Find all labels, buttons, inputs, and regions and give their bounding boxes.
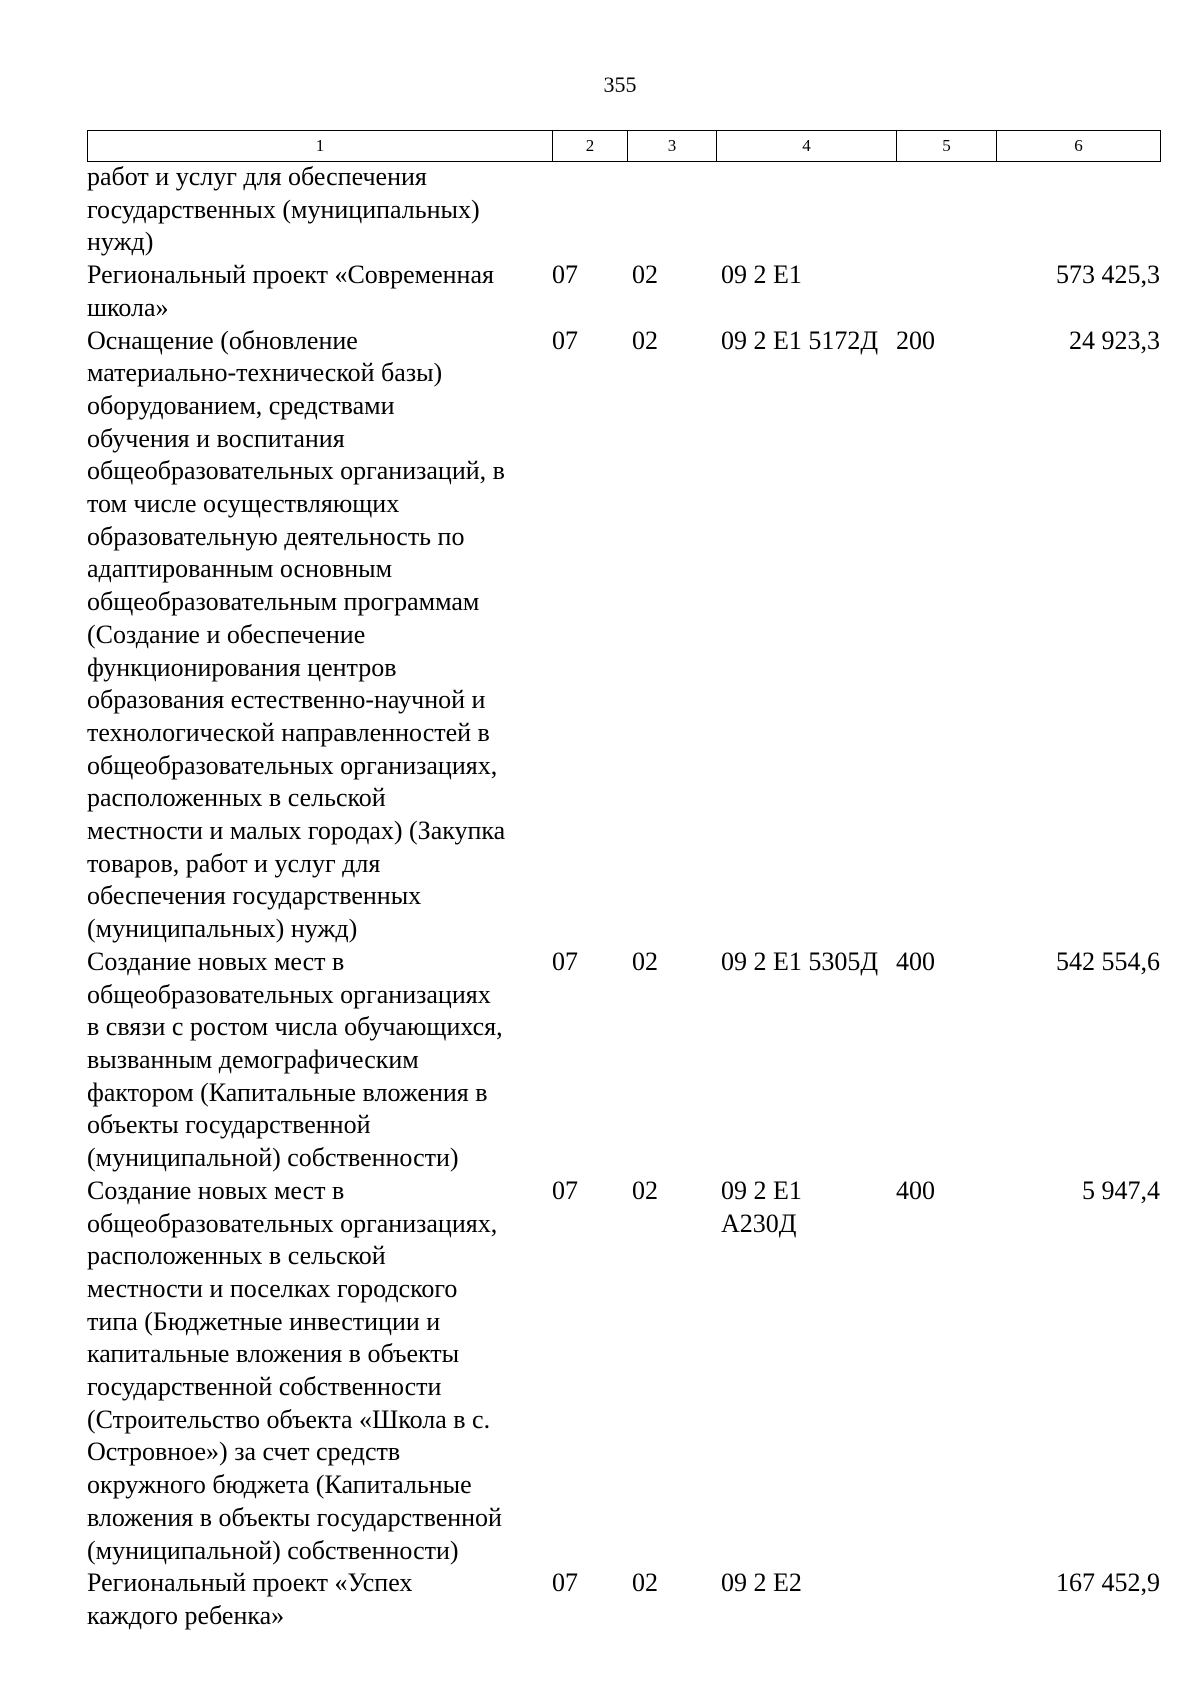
row-expense-type: 400 bbox=[896, 1175, 935, 1205]
row-description: Оснащение (обновление материально-технической базы) оборудованием, средствами обучения и воспитания общеобразовательных организаций, в том числе осуществляющих образовательную деятельность по адаптированным основным общеобразовательным программам (Создание и обеспечение функционирования центров образования естественно-научной и технологической направленностей в общеобразовательных организациях, расположенных в сельской местности и малых городах) (Закупка товаров, работ и услуг для обеспечения государственных (муниципальных) нужд) bbox=[87, 325, 506, 944]
table-row bbox=[87, 161, 1160, 259]
row-expense-type: 200 bbox=[896, 325, 935, 355]
page-number: 355 bbox=[603, 72, 637, 97]
table-row bbox=[87, 1567, 1160, 1632]
column-header-3: 3 bbox=[628, 131, 717, 162]
row-subsection: 02 bbox=[632, 1175, 658, 1205]
column-header-1: 1 bbox=[88, 131, 553, 162]
table-row bbox=[87, 946, 1160, 1175]
row-subsection: 02 bbox=[632, 1568, 658, 1598]
row-section: 07 bbox=[552, 1568, 578, 1598]
column-header-6: 6 bbox=[997, 131, 1161, 162]
row-section: 07 bbox=[552, 325, 578, 355]
row-amount: 542 554,6 bbox=[1056, 946, 1160, 976]
column-header-4: 4 bbox=[717, 131, 897, 162]
row-amount: 24 923,3 bbox=[1069, 325, 1160, 355]
column-header-5: 5 bbox=[897, 131, 997, 162]
row-description: Создание новых мест в общеобразовательных организациях в связи с ростом числа обучающихся, вызванным демографическим фактором (Капитальные вложения в объекты государственной (муниципальной) собственности) bbox=[87, 946, 503, 1173]
column-header-row bbox=[88, 131, 1161, 162]
row-subsection: 02 bbox=[632, 946, 658, 976]
row-expense-type: 400 bbox=[896, 946, 935, 976]
row-amount: 573 425,3 bbox=[1056, 260, 1160, 290]
row-target-code: 09 2 E1 5172Д bbox=[721, 325, 879, 355]
row-description: работ и услуг для обеспечения государственных (муниципальных) нужд) bbox=[87, 162, 480, 257]
row-description: Создание новых мест в общеобразовательных организациях, расположенных в сельской местности и поселках городского типа (Бюджетные инвестиции и капитальные вложения в объекты государственной собственности (Строительство объекта «Школа в с. Островное») за счет средств окружного бюджета (Капитальные вложения в объекты государственной (муниципальной) собственности) bbox=[87, 1175, 502, 1565]
budget-table-body bbox=[87, 161, 1160, 1633]
row-section: 07 bbox=[552, 1175, 578, 1205]
row-amount: 5 947,4 bbox=[1082, 1175, 1160, 1205]
row-target-code: 09 2 E1 А230Д bbox=[721, 1175, 802, 1238]
row-subsection: 02 bbox=[632, 260, 658, 290]
row-description: Региональный проект «Успех каждого ребенка» bbox=[87, 1568, 413, 1630]
row-description: Региональный проект «Современная школа» bbox=[87, 260, 494, 322]
table-row bbox=[87, 259, 1160, 324]
row-section: 07 bbox=[552, 946, 578, 976]
row-subsection: 02 bbox=[632, 325, 658, 355]
table-row bbox=[87, 325, 1160, 946]
column-header-table bbox=[87, 130, 1161, 162]
column-header-2: 2 bbox=[553, 131, 628, 162]
row-section: 07 bbox=[552, 260, 578, 290]
row-target-code: 09 2 E2 bbox=[721, 1568, 802, 1598]
table-row bbox=[87, 1175, 1160, 1567]
row-target-code: 09 2 E1 bbox=[721, 260, 802, 290]
row-amount: 167 452,9 bbox=[1056, 1568, 1160, 1598]
row-target-code: 09 2 E1 5305Д bbox=[721, 946, 879, 976]
